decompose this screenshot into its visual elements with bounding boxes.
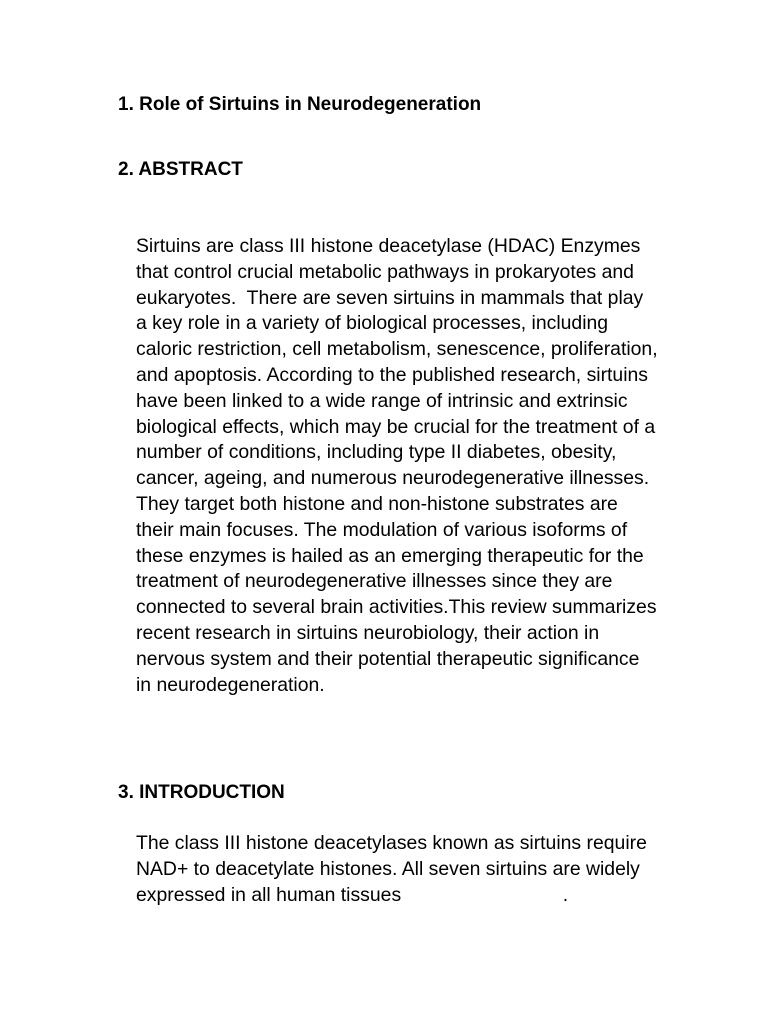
abstract-line: connected to several brain activities.This review summarizes [136,596,657,619]
abstract-line: Sirtuins are class III histone deacetylase (HDAC) Enzymes [136,235,641,257]
abstract-line: nervous system and their potential therapeutic significance [136,647,640,670]
abstract-paragraph [136,234,716,698]
introduction-line: expressed in all human tissues . [136,883,569,906]
abstract-line: a key role in a variety of biological processes, including [136,312,609,335]
abstract-line: number of conditions, including type II diabetes, obesity, [136,441,617,464]
introduction-heading: 3. INTRODUCTION [118,782,285,803]
abstract-line: eukaryotes. There are seven sirtuins in mammals that play [136,286,644,309]
abstract-line: these enzymes is hailed as an emerging therapeutic for the [136,544,644,567]
document-title: 1. Role of Sirtuins in Neurodegeneration [118,94,482,115]
abstract-line: their main focuses. The modulation of various isoforms of [136,518,628,541]
abstract-line: biological effects, which may be crucial for the treatment of a [136,415,656,438]
introduction-line: The class III histone deacetylases known as sirtuins require [136,832,647,854]
introduction-paragraph [136,831,716,908]
abstract-line: in neurodegeneration. [136,673,325,696]
abstract-heading: 2. ABSTRACT [118,159,243,180]
abstract-line: caloric restriction, cell metabolism, senescence, proliferation, [136,338,658,361]
abstract-line: They target both histone and non-histone substrates are [136,492,618,515]
introduction-line: NAD+ to deacetylate histones. All seven sirtuins are widely [136,857,640,880]
abstract-line: that control crucial metabolic pathways in prokaryotes and [136,260,634,283]
abstract-line: treatment of neurodegenerative illnesses since they are [136,570,613,593]
abstract-line: recent research in sirtuins neurobiology, their action in [136,621,600,644]
abstract-line: have been linked to a wide range of intrinsic and extrinsic [136,389,628,412]
abstract-line: cancer, ageing, and numerous neurodegenerative illnesses. [136,467,650,490]
abstract-line: and apoptosis. According to the published research, sirtuins [136,363,649,386]
